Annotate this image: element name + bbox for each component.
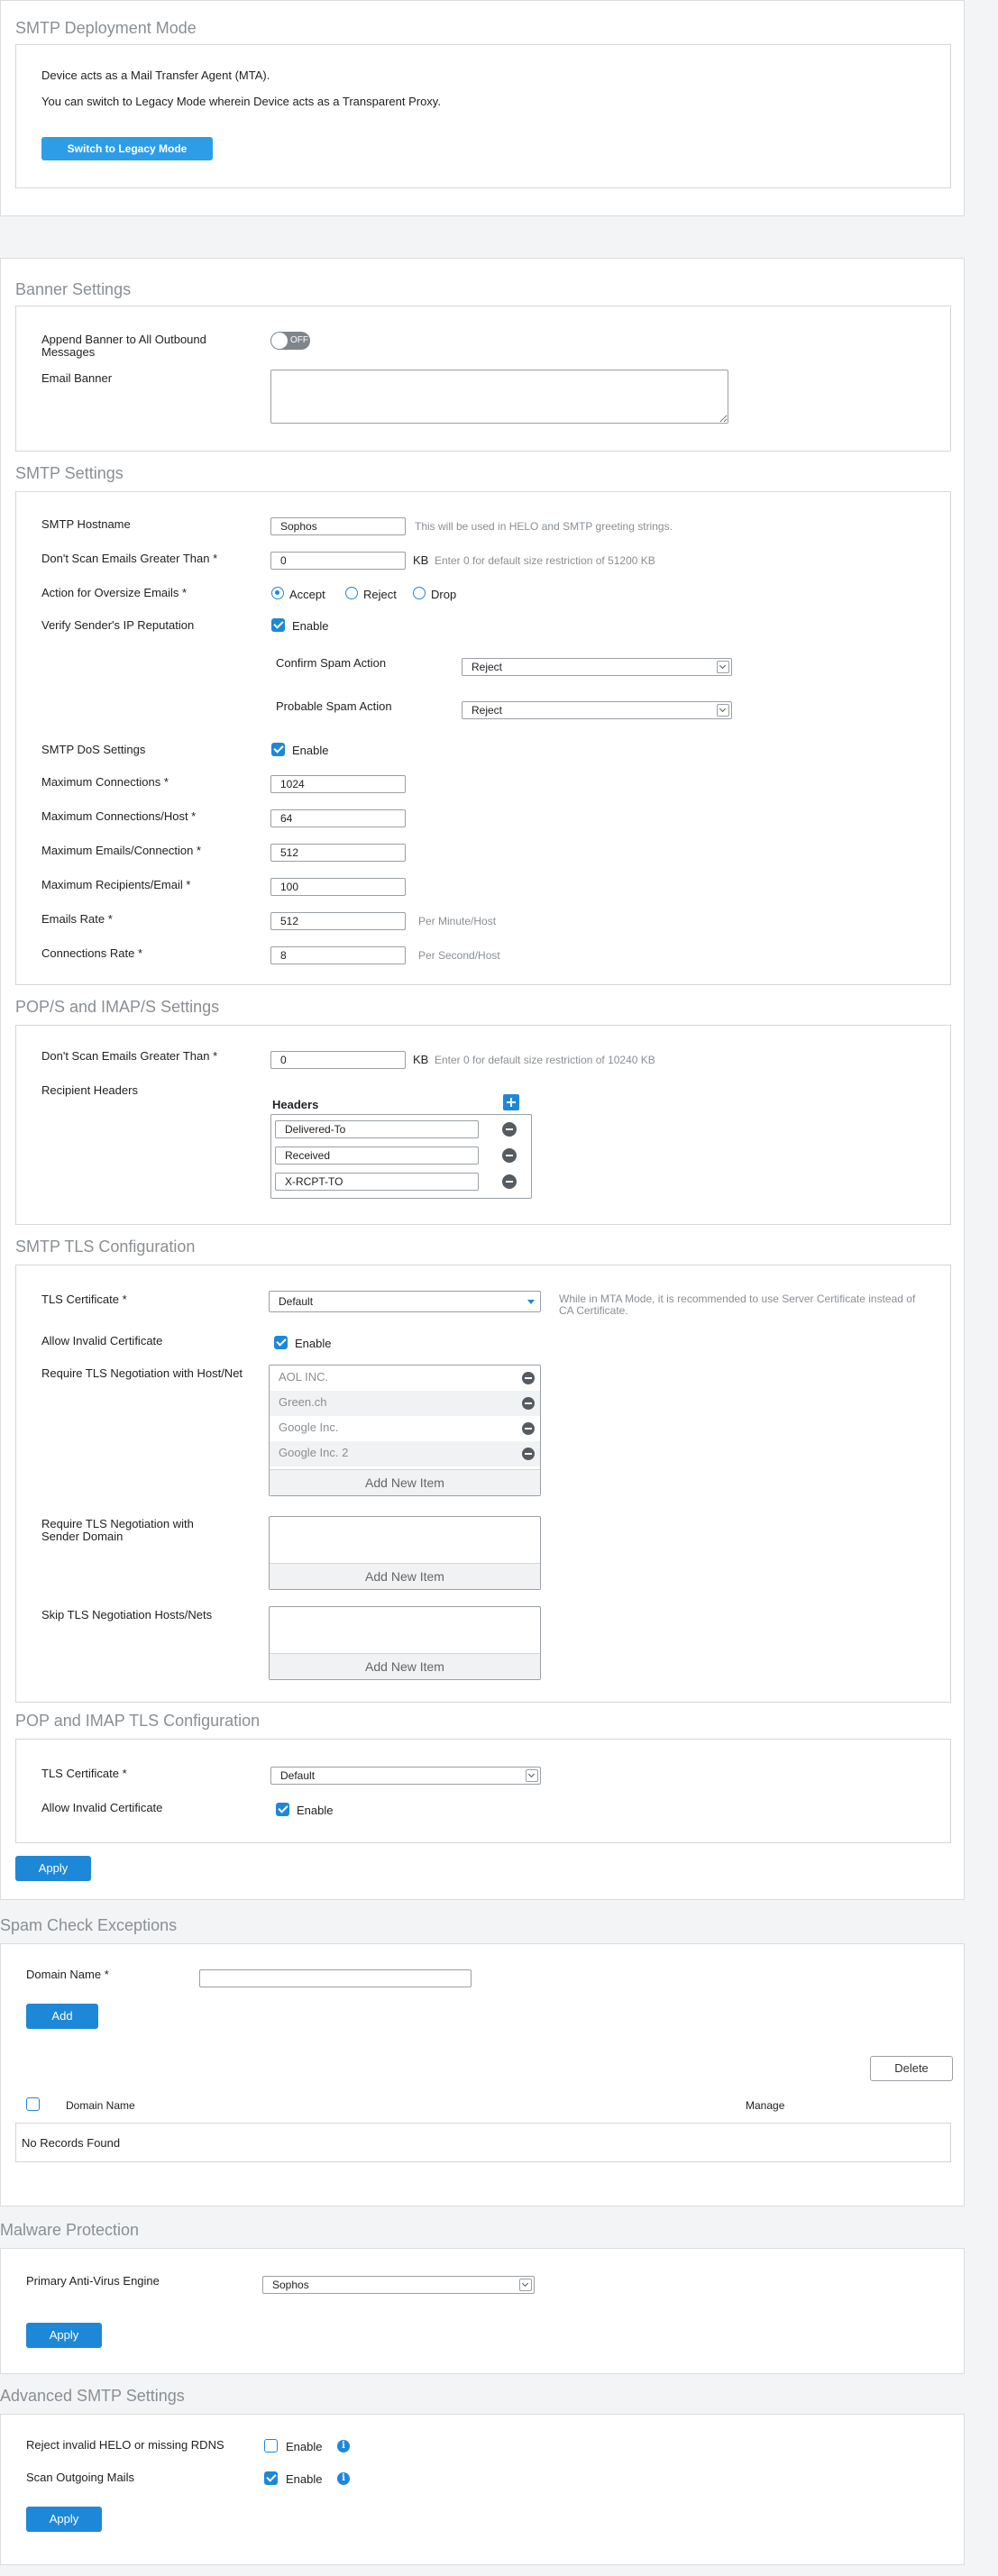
toggle-knob (271, 333, 288, 349)
dos-settings-checkbox[interactable] (271, 743, 285, 756)
scan-outgoing-checkbox[interactable] (264, 2471, 278, 2485)
smtp-deployment-title: SMTP Deployment Mode (15, 19, 197, 37)
pop-tls-cert-value: Default (280, 1769, 316, 1782)
scan-outgoing-label: Scan Outgoing Mails (26, 2471, 134, 2484)
smtp-allow-invalid-enable: Enable (295, 1337, 332, 1350)
max-recipients-label: Maximum Recipients/Email * (41, 878, 191, 891)
max-conn-host-label: Maximum Connections/Host * (41, 809, 197, 823)
col-manage: Manage (746, 2099, 785, 2112)
remove-item-icon[interactable] (522, 1448, 535, 1460)
switch-legacy-button[interactable]: Switch to Legacy Mode (41, 137, 213, 160)
add-header-icon[interactable] (503, 1094, 519, 1110)
pop-imap-title: POP/S and IMAP/S Settings (15, 998, 220, 1016)
smtp-settings-box (15, 491, 951, 985)
empty-records-text: No Records Found (22, 2136, 121, 2150)
chevron-down-icon (717, 661, 729, 673)
oversize-action-label: Action for Oversize Emails * (41, 586, 188, 599)
add-new-item-button[interactable]: Add New Item (270, 1469, 540, 1495)
verify-ip-checkbox[interactable] (271, 618, 285, 632)
remove-item-icon[interactable] (522, 1422, 535, 1435)
select-all-checkbox[interactable] (26, 2097, 40, 2111)
require-tls-host-list (269, 1365, 541, 1496)
skip-tls-label: Skip TLS Negotiation Hosts/Nets (41, 1608, 213, 1621)
pop-tls-cert-label: TLS Certificate * (41, 1767, 127, 1780)
dont-scan-hint: Enter 0 for default size restriction of 51200 KB (435, 554, 655, 567)
verify-ip-label: Verify Sender's IP Reputation (41, 618, 195, 632)
max-connections-input[interactable] (270, 775, 406, 793)
pop-allow-invalid-label: Allow Invalid Certificate (41, 1801, 163, 1814)
info-icon[interactable]: i (337, 2472, 350, 2485)
advanced-apply-button[interactable]: Apply (26, 2507, 102, 2532)
list-item (270, 1391, 540, 1416)
pop-dont-scan-input[interactable] (270, 1051, 406, 1069)
scan-outgoing-enable: Enable (286, 2472, 323, 2486)
dos-settings-label: SMTP DoS Settings (41, 743, 146, 756)
require-tls-host-label: Require TLS Negotiation with Host/Net (41, 1366, 243, 1380)
add-new-item-button[interactable]: Add New Item (270, 1563, 540, 1589)
smtp-allow-invalid-label: Allow Invalid Certificate (41, 1334, 163, 1347)
list-item (270, 1416, 540, 1441)
dont-scan-label: Don't Scan Emails Greater Than * (41, 552, 218, 565)
oversize-reject-radio[interactable] (345, 587, 358, 599)
smtp-hostname-input[interactable] (270, 517, 406, 535)
apply-button[interactable]: Apply (15, 1856, 91, 1881)
smtp-tls-cert-hint: While in MTA Mode, it is recommended to use Server Certificate instead of CA Certificate. (559, 1293, 916, 1317)
max-emails-conn-label: Maximum Emails/Connection * (41, 844, 202, 857)
max-recipients-input[interactable] (270, 878, 406, 896)
confirm-spam-label: Confirm Spam Action (276, 656, 387, 670)
col-domain-name: Domain Name (66, 2099, 135, 2112)
emails-rate-hint: Per Minute/Host (418, 915, 497, 927)
max-conn-host-input[interactable] (270, 809, 406, 827)
domain-name-label: Domain Name * (26, 1968, 109, 1981)
add-domain-button[interactable]: Add (26, 2004, 98, 2029)
oversize-drop-label[interactable]: Drop (431, 588, 457, 601)
max-connections-label: Maximum Connections * (41, 775, 169, 789)
pop-dont-scan-hint: Enter 0 for default size restriction of 10240 KB (435, 1054, 655, 1066)
smtp-tls-title: SMTP TLS Configuration (15, 1238, 196, 1256)
dos-settings-enable: Enable (292, 744, 329, 757)
smtp-settings-title: SMTP Settings (15, 464, 124, 482)
smtp-hostname-hint: This will be used in HELO and SMTP greeting strings. (415, 520, 673, 533)
header-input[interactable] (275, 1120, 479, 1138)
pop-allow-invalid-enable: Enable (297, 1804, 334, 1817)
dont-scan-kb: KB (413, 553, 429, 567)
headers-title: Headers (272, 1098, 319, 1111)
toggle-label: OFF (290, 335, 308, 345)
mta-description: Device acts as a Mail Transfer Agent (MTA). (41, 69, 270, 82)
confirm-spam-select[interactable] (462, 658, 732, 676)
connections-rate-hint: Per Second/Host (418, 949, 500, 962)
smtp-deployment-box (15, 44, 951, 188)
probable-spam-label: Probable Spam Action (276, 699, 392, 713)
smtp-tls-cert-select[interactable] (269, 1291, 541, 1312)
oversize-accept-radio[interactable] (271, 587, 284, 599)
list-item (270, 1441, 540, 1466)
malware-title: Malware Protection (0, 2221, 140, 2239)
remove-header-icon[interactable] (502, 1174, 517, 1189)
legacy-description: You can switch to Legacy Mode wherein Device acts as a Transparent Proxy. (41, 95, 441, 108)
append-banner-toggle[interactable] (270, 332, 310, 350)
confirm-spam-value: Reject (472, 661, 503, 673)
connections-rate-label: Connections Rate * (41, 946, 143, 960)
probable-spam-value: Reject (472, 704, 503, 717)
connections-rate-input[interactable] (270, 946, 406, 964)
smtp-deployment-panel (0, 0, 965, 216)
chevron-down-icon (717, 704, 729, 717)
list-item-label: Green.ch (279, 1395, 327, 1409)
reject-helo-enable: Enable (286, 2440, 323, 2453)
pop-imap-tls-box (15, 1739, 951, 1843)
pop-dont-scan-kb: KB (413, 1053, 429, 1066)
reject-helo-checkbox[interactable] (264, 2439, 278, 2453)
settings-panel (0, 258, 965, 1900)
verify-ip-enable: Enable (292, 619, 329, 633)
pop-imap-tls-title: POP and IMAP TLS Configuration (15, 1712, 261, 1730)
av-engine-value: Sophos (272, 2279, 309, 2291)
email-banner-label: Email Banner (41, 371, 113, 385)
append-banner-label: Append Banner to All Outbound Messages (41, 333, 206, 359)
pop-dont-scan-label: Don't Scan Emails Greater Than * (41, 1049, 218, 1063)
email-banner-textarea[interactable] (270, 370, 728, 424)
header-input[interactable] (275, 1146, 479, 1165)
pop-imap-box (15, 1025, 951, 1225)
list-item-label: AOL INC. (279, 1370, 329, 1384)
pop-tls-cert-select[interactable] (270, 1767, 541, 1785)
emails-rate-input[interactable] (270, 912, 406, 930)
spam-exceptions-panel (0, 1943, 965, 2206)
records-table (15, 2123, 951, 2162)
info-icon[interactable]: i (337, 2440, 350, 2453)
list-item (270, 1366, 540, 1391)
headers-list (270, 1114, 532, 1199)
advanced-smtp-title: Advanced SMTP Settings (0, 2387, 185, 2405)
oversize-drop-radio[interactable] (413, 587, 426, 599)
smtp-tls-cert-label: TLS Certificate * (41, 1293, 127, 1306)
oversize-accept-label[interactable]: Accept (289, 588, 325, 601)
chevron-down-icon (519, 2279, 532, 2291)
max-emails-conn-input[interactable] (270, 844, 406, 862)
delete-button[interactable]: Delete (870, 2056, 953, 2081)
probable-spam-select[interactable] (462, 701, 732, 719)
av-engine-label: Primary Anti-Virus Engine (26, 2274, 160, 2288)
list-item-label: Google Inc. (279, 1420, 339, 1434)
malware-apply-button[interactable]: Apply (26, 2323, 102, 2348)
advanced-smtp-panel (0, 2414, 965, 2565)
list-item-label: Google Inc. 2 (279, 1446, 349, 1459)
reject-helo-label: Reject invalid HELO or missing RDNS (26, 2438, 224, 2452)
dont-scan-input[interactable] (270, 552, 406, 570)
skip-tls-list (269, 1606, 541, 1680)
caret-down-icon (527, 1300, 535, 1304)
recipient-headers-label: Recipient Headers (41, 1083, 138, 1097)
remove-header-icon[interactable] (502, 1148, 517, 1163)
banner-title: Banner Settings (15, 280, 132, 298)
smtp-tls-box (15, 1265, 951, 1703)
spam-exceptions-title: Spam Check Exceptions (0, 1916, 178, 1934)
remove-item-icon[interactable] (522, 1397, 535, 1410)
oversize-reject-label[interactable]: Reject (363, 588, 397, 601)
require-tls-sender-list (269, 1516, 541, 1590)
require-tls-sender-label: Require TLS Negotiation with Sender Domain (41, 1517, 194, 1543)
emails-rate-label: Emails Rate * (41, 912, 113, 926)
av-engine-select[interactable] (262, 2276, 535, 2294)
malware-panel (0, 2248, 965, 2374)
remove-header-icon[interactable] (502, 1122, 517, 1137)
chevron-down-icon (526, 1769, 538, 1782)
banner-box (15, 306, 951, 452)
remove-item-icon[interactable] (522, 1372, 535, 1384)
smtp-hostname-label: SMTP Hostname (41, 517, 131, 531)
add-new-item-button[interactable]: Add New Item (270, 1653, 540, 1679)
smtp-allow-invalid-checkbox[interactable] (274, 1336, 288, 1349)
domain-name-input[interactable] (199, 1969, 472, 1987)
pop-allow-invalid-checkbox[interactable] (276, 1803, 289, 1816)
smtp-tls-cert-value: Default (279, 1295, 314, 1308)
header-input[interactable] (275, 1173, 479, 1191)
